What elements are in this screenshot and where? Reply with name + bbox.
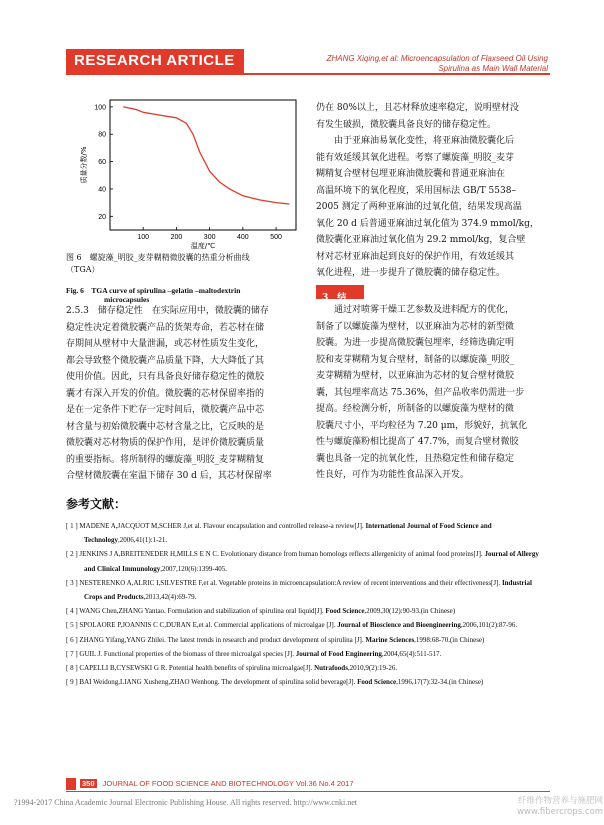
reference-item	[66, 519, 550, 547]
reference-text: [ 1 ] MADENE A,JACQUOT M,SCHER J,et al. Flavour encapsulation and controlled release-a review[J].	[66, 522, 366, 530]
figure-caption-cn-line2: （TGA）	[66, 265, 100, 274]
left-paragraph-line: 存期间从壁材中大量泄漏，或芯材性质发生变化，	[66, 339, 265, 349]
tga-chart	[66, 92, 304, 252]
right-paragraph2-line: 2005 测定了两种亚麻油的过氧化值，结果发现高温	[316, 202, 522, 212]
copyright-line: ?1994-2017 China Academic Journal Electronic Publishing House. All rights reserved. http://www.cnki.net	[14, 798, 357, 807]
y-tick-label: 80	[98, 131, 106, 139]
reference-text: [ 8 ] CAPELLI B,CYSEWSKI G R. Potential health benefits of spirulina microalgae[J].	[66, 664, 315, 673]
right-paragraph2-line: 氧化 20 d 后普通亚麻油过氧化值为 374.9 mmol/kg，	[316, 218, 539, 229]
section-banner: RESEARCH ARTICLE	[66, 49, 244, 73]
reference-item	[66, 647, 550, 661]
reference-details: ,2013,42(4):69-79.	[143, 593, 197, 602]
right-paragraph1-line: 有发生破损，微胶囊具备良好的储存稳定性。	[316, 119, 497, 130]
right-paragraph3-line: 性与螺旋藻粉相比提高了 47.7%，而复合壁材微胶	[316, 437, 519, 447]
y-tick-label: 100	[94, 104, 106, 112]
x-tick-label: 300	[203, 234, 216, 241]
figure-caption-en-line2: microcapsules	[104, 295, 150, 304]
footer-accent	[66, 778, 76, 790]
figure-caption-cn	[66, 252, 304, 276]
left-paragraph-line: 是在一定条件下贮存一定时间后，微胶囊产品中芯	[66, 405, 265, 415]
reference-item	[66, 661, 550, 675]
reference-text: [ 7 ] GUIL J. Functional properties of the biomass of three microalgal species [J].	[66, 649, 296, 658]
reference-details: ,2004,65(4):511-517.	[381, 649, 442, 658]
reference-journal: Marine Sciences	[365, 635, 415, 644]
figure-caption-en	[66, 286, 304, 304]
running-title-line2: Spirulina as Main Wall Material	[438, 64, 548, 73]
reference-details: ,1996,17(7):32-34.(in Chinese)	[396, 678, 484, 687]
conclusion-paragraph	[316, 302, 552, 484]
right-paragraph2-line: 由于亚麻油易氧化变性，将亚麻油微胶囊化后	[316, 136, 515, 146]
left-paragraph-line: 使用价值。因此，只有具备良好储存稳定性的微胶	[66, 372, 265, 382]
footer-journal: JOURNAL OF FOOD SCIENCE AND BIOTECHNOLOGY Vol.36 No.4 2017	[102, 779, 354, 788]
reference-details: ,1998:68-70.(in Chinese)	[414, 635, 485, 644]
left-paragraph-line: 微胶囊对芯材物质的保护作用，是评价微胶囊质量	[66, 438, 265, 448]
reference-details: ,2006,101(2):87-96.	[460, 621, 518, 630]
reference-text: [ 9 ] BAI Weidong,LIANG Xusheng,ZHAO Wenhong. The development of spirulina solid beverage[J].	[66, 678, 358, 687]
conclusion-heading	[316, 285, 364, 323]
references-list	[66, 519, 550, 689]
right-paragraph3-line: 提高。经检测分析，所制备的以螺旋藻为壁材的微	[316, 404, 515, 414]
right-paragraph3-line: 麦芽糊精为壁材，以亚麻油为芯材的复合壁材微胶	[316, 371, 515, 381]
left-paragraph-line: 的重要指标。将所制得的螺旋藻_明胶_麦芽糊精复	[66, 454, 265, 465]
page-number: 350	[82, 779, 95, 788]
y-tick-label: 40	[98, 186, 106, 194]
reference-item	[66, 675, 550, 689]
right-paragraph2-line: 微胶囊化亚麻油过氧化值为 29.2 mmol/kg，复合壁	[316, 235, 526, 245]
left-paragraph-line: 都会导致整个微胶囊产品质量下降，大大降低了其	[66, 355, 265, 366]
right-paragraph2-line: 糊精复合壁材包埋亚麻油微胶囊和普通亚麻油在	[316, 169, 506, 179]
left-paragraph-line: 稳定性决定着微胶囊产品的货架寿命，若芯材在储	[66, 322, 265, 333]
reference-journal: Journal of Food Engineering	[295, 649, 382, 658]
tga-chart-svg	[66, 92, 304, 252]
right-paragraph3-line: 囊也具备一定的抗氧化性，且热稳定性和储存稳定	[316, 453, 515, 464]
left-paragraph-line: 囊才有深入开发的价值。微胶囊的芯材保留率指的	[66, 388, 265, 399]
right-paragraph2-line: 高温环境下的氧化程度，采用国标法 GB/T 5538–	[316, 185, 516, 196]
x-tick-label: 200	[170, 234, 183, 241]
y-tick-label: 60	[98, 159, 106, 167]
footer-rule	[66, 791, 550, 792]
reference-item	[66, 547, 550, 575]
right-paragraph3-line: 性良好，可作为功能性食品深入开发。	[316, 470, 470, 480]
references-title: 参考文献：	[66, 497, 127, 511]
conclusion-heading-text: 3 结 论	[316, 293, 356, 323]
right-paragraph2-line: 材对芯材亚麻油起到良好的保护作用，有效延缓其	[316, 251, 515, 262]
reference-text: [ 3 ] NESTERENKO A,ALRIC I,SILVESTRE F,et al. Vegetable proteins in microencapsulation:A review of recent interventions and their effectiveness[J].	[66, 578, 502, 587]
x-axis-label: 温度/℃	[190, 242, 216, 250]
x-tick-label: 100	[137, 234, 150, 241]
watermark-line2: www.fibercrops.com	[517, 807, 603, 817]
reference-journal: Food Science	[357, 678, 397, 687]
figure-caption-cn-line1: 图 6 螺旋藻_明胶_麦芽糊精微胶囊的热重分析曲线	[66, 253, 250, 262]
right-paragraph3-line: 胶囊尺寸小，平均粒径为 7.20 μm，形貌好，抗氧化	[316, 420, 528, 431]
reference-item	[66, 604, 550, 618]
y-axis-label: 质量分数/%	[80, 146, 88, 184]
right-paragraph3-line: 通过对喷雾干燥工艺参数及进料配方的优化，	[316, 305, 515, 315]
reference-journal: Nutrafoods	[314, 664, 348, 673]
left-paragraph-line: 材含量与初始微胶囊中芯材含量之比，它反映的是	[66, 421, 265, 432]
reference-details: ,2006,41(1):1-21.	[117, 536, 168, 545]
header-rule	[66, 73, 550, 75]
footer	[80, 778, 354, 790]
tga-curve	[123, 107, 289, 204]
plot-frame	[110, 100, 296, 230]
reference-text: [ 5 ] SPOLAORE P,JOANNIS C C,DURAN E,et al. Commercial applications of microalgae [J].	[66, 621, 338, 630]
right-paragraph2-line: 氧化进程，进一步提升了微胶囊的储存稳定性。	[316, 268, 506, 278]
reference-journal: Industrial Crops and Products	[84, 578, 532, 602]
right-paragraph2-line: 能有效延缓其氧化进程。考察了螺旋藻_明胶_麦芽	[316, 152, 515, 163]
right-paragraph3-line: 制备了以螺旋藻为壁材，以亚麻油为芯材的新型微	[316, 321, 515, 332]
right-paragraph1-line: 仍在 80%以上，且芯材释放速率稳定，说明壁材没	[316, 103, 519, 113]
x-tick-label: 500	[270, 234, 282, 241]
reference-journal: International Journal of Food Science and Technology	[84, 522, 492, 545]
y-tick-label: 20	[98, 213, 106, 221]
reference-item	[66, 576, 550, 604]
reference-text: [ 6 ] ZHANG Yifang,YANG Zhilei. The latest trends in research and product development of spirulina [J].	[66, 635, 366, 644]
reference-journal: Journal of Allergy and Clinical Immunology	[84, 550, 539, 573]
left-paragraph-line: 2.5.3 储存稳定性 在实际应用中，微胶囊的储存	[66, 306, 269, 316]
reference-item	[66, 618, 550, 632]
reference-text: [ 4 ] WANG Chen,ZHANG Yantao. Formulation and stabilization of spirulina oral liquid[J].	[66, 607, 326, 616]
x-tick-label: 400	[237, 234, 249, 241]
storage-stability-paragraph	[66, 303, 304, 485]
reference-item	[66, 633, 550, 647]
reference-details: ,2007,120(6):1399-405.	[160, 564, 227, 573]
right-paragraph3-line: 胶和麦芽糊精为复合壁材，制备的以螺旋藻_明胶_	[316, 354, 515, 365]
right-paragraph3-line: 胶囊。为进一步提高微胶囊包埋率，经筛选确定明	[316, 338, 515, 348]
reference-text: [ 2 ] JENKINS J A,BREITENEDER H,MILLS E N C. Evolutionary distance from human homologs reflects allergenicity of animal food proteins[J].	[66, 550, 485, 559]
oxidation-paragraph	[316, 133, 552, 282]
reference-journal: Food Science	[325, 607, 365, 616]
running-title-line1: ZHANG Xiqing,et al: Microencapsulation of Flaxseed Oil Using	[326, 54, 548, 63]
left-paragraph-line: 合壁材微胶囊在室温下储存 30 d 后，其芯材保留率	[66, 471, 272, 481]
reference-journal: Journal of Bioscience and Bioengineering	[337, 621, 461, 630]
watermark-line1: 纤维作物营养与施肥网	[517, 796, 603, 806]
storage-stability-paragraph-cont	[316, 100, 552, 133]
figure-caption-en-line1: Fig. 6 TGA curve of spirulina –gelatin –maltodextrin	[66, 286, 241, 295]
reference-details: ,2010,9(2):19-26.	[347, 664, 398, 673]
reference-details: ,2009,30(12):90-93.(in Chinese)	[364, 607, 456, 616]
watermark	[468, 796, 603, 818]
running-title	[300, 54, 548, 74]
right-paragraph3-line: 囊，其包埋率高达 75.36%，但产品收率仍需进一步	[316, 387, 525, 398]
